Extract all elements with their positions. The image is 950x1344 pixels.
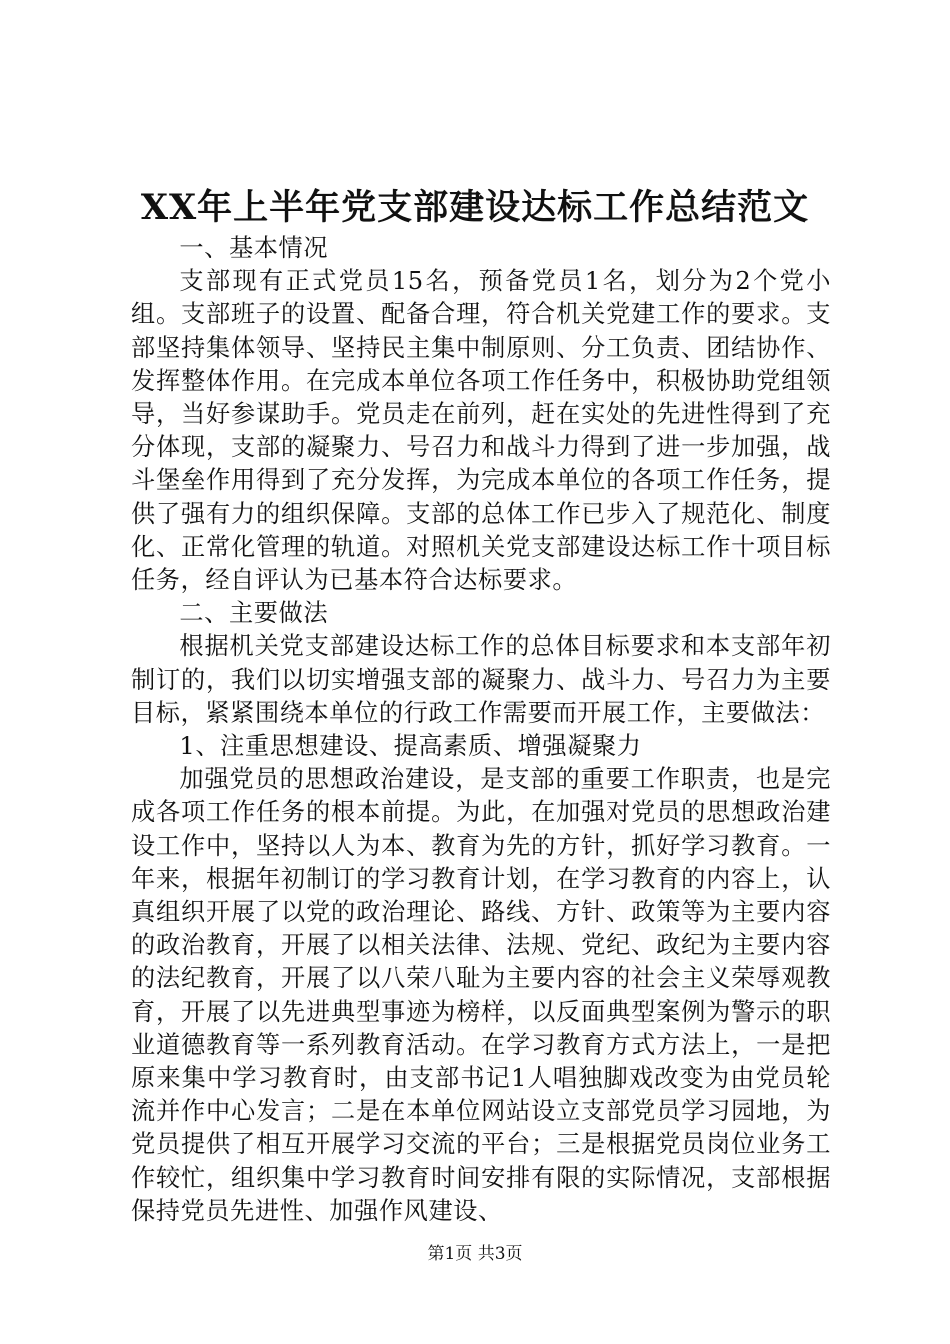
document-title: XX年上半年党支部建设达标工作总结范文 (140, 187, 810, 228)
document-body (131, 232, 831, 1228)
paragraph-ideological-building: 加强党员的思想政治建设，是支部的重要工作职责，也是完成各项工作任务的根本前提。为此，在加强对党员的思想政治建设工作中，坚持以人为本、教育为先的方针，抓好学习教育。一年来，根据年初制订的学习教育计划，在学习教育的内容上，认真组织开展了以党的政治理论、路线、方针、政策等为主要内容的政治教育，开展了以相关法律、法规、党纪、政纪为主要内容的法纪教育，开展了以八荣八耻为主要内容的社会主义荣辱观教育，开展了以先进典型事迹为榜样，以反面典型案例为警示的职业道德教育等一系列教育活动。在学习教育方式方法上，一是把原来集中学习教育时，由支部书记1人唱独脚戏改变为由党员轮流并作中心发言；二是在本单位网站设立支部党员学习园地，为党员提供了相互开展学习交流的平台；三是根据党员岗位业务工作较忙，组织集中学习教育时间安排有限的实际情况，支部根据保持党员先进性、加强作风建设、 (131, 765, 831, 1225)
subheading-ideological-building: 1、注重思想建设、提高素质、增强凝聚力 (179, 732, 642, 761)
section-heading-main-practices: 二、主要做法 (179, 599, 329, 628)
paragraph-basic-situation: 支部现有正式党员15名，预备党员1名，划分为2个党小组。支部班子的设置、配备合理，符合机关党建工作的要求。支部坚持集体领导、坚持民主集中制原则、分工负责、团结协作、发挥整体作用。在完成本单位各项工作任务中，积极协助党组领导，当好参谋助手。党员走在前列，赶在实处的先进性得到了充分体现，支部的凝聚力、号召力和战斗力得到了进一步加强，战斗堡垒作用得到了充分发挥，为完成本单位的各项工作任务，提供了强有力的组织保障。支部的总体工作已步入了规范化、制度化、正常化管理的轨道。对照机关党支部建设达标工作十项目标任务，经自评认为已基本符合达标要求。 (131, 267, 831, 595)
paragraph-main-practices-intro: 根据机关党支部建设达标工作的总体目标要求和本支部年初制订的，我们以切实增强支部的凝聚力、战斗力、号召力为主要目标，紧紧围绕本单位的行政工作需要而开展工作，主要做法： (131, 632, 831, 727)
page-number-footer: 第1页 共3页 (427, 1244, 523, 1264)
section-heading-basic-situation: 一、基本情况 (179, 234, 329, 262)
